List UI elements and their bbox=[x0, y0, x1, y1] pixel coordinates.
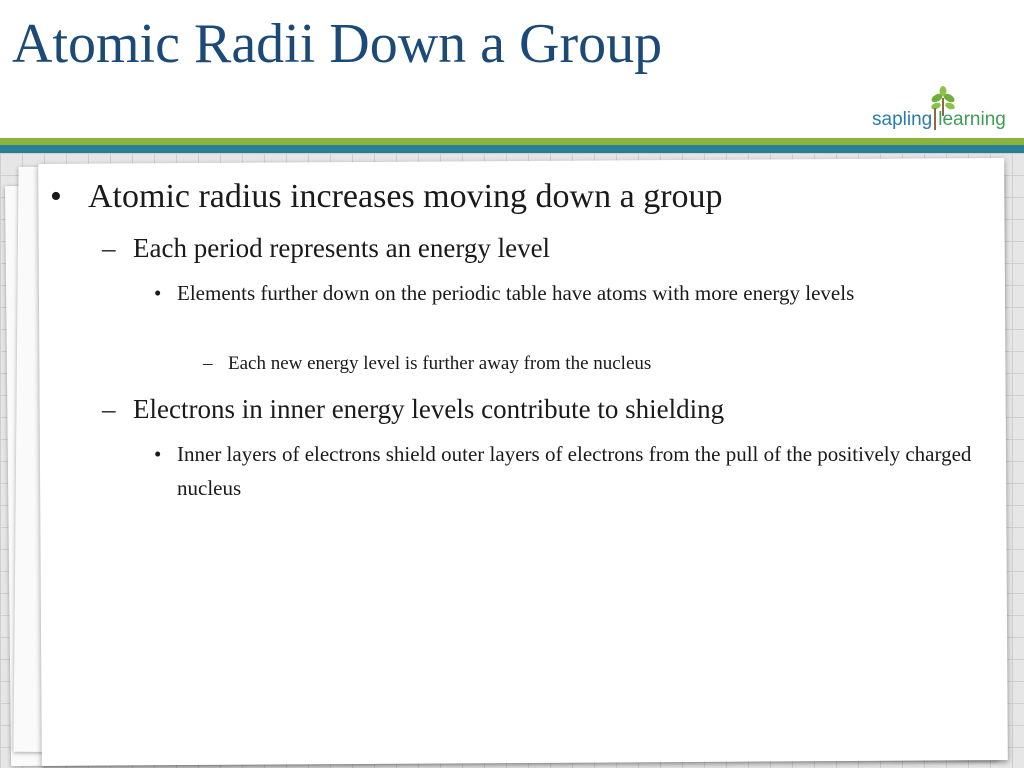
bullet-marker: • bbox=[154, 442, 162, 466]
bullet-text: Inner layers of electrons shield outer layers of electrons from the pull of the positively charged nucleus bbox=[177, 442, 972, 500]
bullet-marker: • bbox=[50, 178, 62, 215]
logo-word-learning: learning bbox=[938, 109, 1006, 130]
logo-word-sapling: sapling bbox=[872, 109, 933, 130]
bullet-text: Each period represents an energy level bbox=[133, 233, 551, 263]
bullet-marker: – bbox=[203, 353, 213, 374]
bullet-text: Each new energy level is further away from the nucleus bbox=[228, 353, 652, 374]
bullet-marker: – bbox=[102, 394, 116, 424]
slide-title: Atomic Radii Down a Group bbox=[12, 13, 663, 75]
bullet-text: Atomic radius increases moving down a group bbox=[88, 178, 723, 215]
bullet-marker: • bbox=[154, 281, 162, 305]
bullet-text: Elements further down on the periodic table have atoms with more energy levels bbox=[177, 281, 855, 305]
bullet-text: Electrons in inner energy levels contribute to shielding bbox=[133, 394, 725, 424]
bullet-marker: – bbox=[102, 233, 116, 263]
